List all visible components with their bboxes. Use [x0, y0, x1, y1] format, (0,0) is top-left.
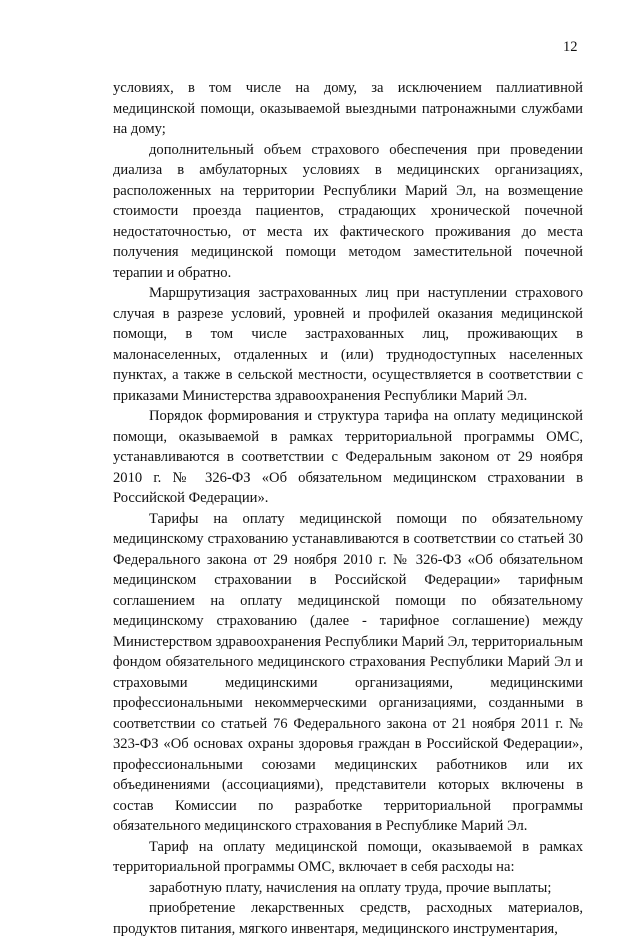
paragraph-tariff-agreement: Тарифы на оплату медицинской помощи по обязательному медицинскому страхованию устанавливаются в соответствии со статьей 30 Федерального закона от 29 ноября 2010 г. № 326-ФЗ «Об обязательном медицинском страховании в Российской Федерации» тарифным соглашением на оплату медицинской помощи по обязательному медицинскому страхованию (далее - тарифное соглашение) между Министерством здравоохранения Республики Марий Эл, территориальным фондом обязательного медицинского страхования Республики Марий Эл и страховыми медицинскими организациями, медицинскими профессиональными некоммерческими организациями, созданными в соответствии со статьей 76 Федерального закона от 21 ноября 2011 г. № 323-ФЗ «Об основах охраны здоровья граждан в Российской Федерации», профессиональными союзами медицинских работников или их объединениями (ассоциациями), представители которых включены в состав Комиссии по разработке территориальной программы обязательного медицинского страхования в Республике Марий Эл.: [113, 510, 583, 834]
paragraph-palliative-care: условиях, в том числе на дому, за исключением паллиативной медицинской помощи, оказываемой выездными патронажными службами на дому;: [113, 80, 583, 137]
paragraph-dialysis-insurance: дополнительный объем страхового обеспечения при проведении диализа в амбулаторных условиях в медицинских организациях, расположенных на территории Республики Марий Эл, на возмещение стоимости проезда пациентов, страдающих хронической почечной недостаточностью, от места их фактического проживания до места получения медицинской помощи методом заместительной почечной терапии и обратно.: [113, 141, 583, 281]
document-body: [113, 78, 583, 939]
paragraph-routing: Маршрутизация застрахованных лиц при наступлении страхового случая в разрезе условий, уровней и профилей оказания медицинской помощи, в том числе застрахованных лиц, проживающих в малонаселенных, отдаленных и (или) труднодоступных населенных пунктах, а также в сельской местности, осуществляется в соответствии с приказами Министерства здравоохранения Республики Марий Эл.: [113, 285, 583, 404]
paragraph-supplies-expenses: приобретение лекарственных средств, расходных материалов, продуктов питания, мягкого инвентаря, медицинского инструментария,: [113, 900, 583, 937]
paragraph-salary-expenses: заработную плату, начисления на оплату труда, прочие выплаты;: [149, 879, 552, 896]
paragraph-tariff-structure: Порядок формирования и структура тарифа на оплату медицинской помощи, оказываемой в рамках территориальной программы ОМС, устанавливаются в соответствии с Федеральным законом от 29 ноября 2010 г. № 326-ФЗ «Об обязательном медицинском страховании в Российской Федерации».: [113, 408, 583, 506]
paragraph-tariff-expenses: Тариф на оплату медицинской помощи, оказываемой в рамках территориальной программы ОМС, включает в себя расходы на:: [113, 838, 583, 875]
page-number: 12: [563, 39, 578, 55]
